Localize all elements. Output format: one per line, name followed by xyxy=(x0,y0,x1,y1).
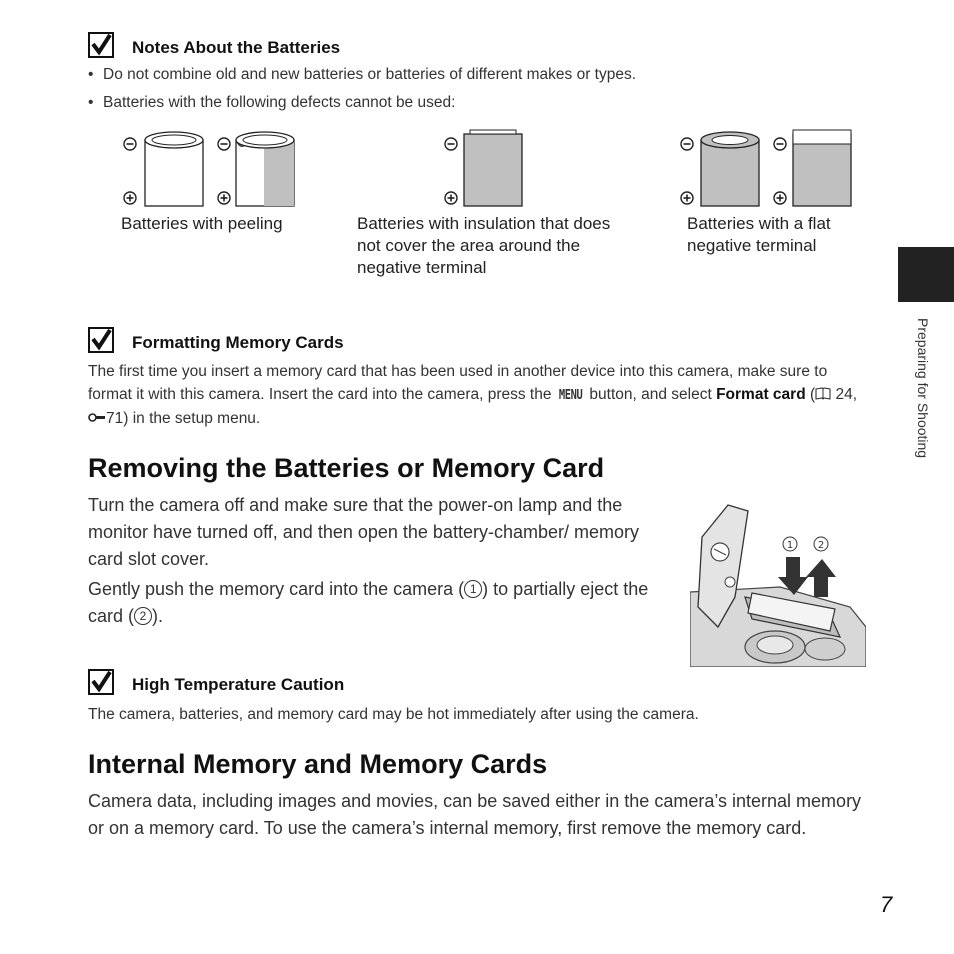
removing-heading: Removing the Batteries or Memory Card xyxy=(88,453,605,483)
note-formatting-title: Formatting Memory Cards xyxy=(132,333,344,352)
internal-memory-heading: Internal Memory and Memory Cards xyxy=(88,749,548,779)
caption-flat-negative: Batteries with a flat negative terminal xyxy=(687,214,831,255)
bullet-item: • Do not combine old and new batteries or batteries of different makes or types. xyxy=(88,66,637,83)
battery-flat-1 xyxy=(681,132,759,206)
appendix-reference-icon xyxy=(88,412,106,423)
battery-insulation xyxy=(445,130,522,206)
battery-peeling-2 xyxy=(218,132,294,206)
internal-memory-paragraph: Camera data, including images and movies, can be saved either in the camera’s internal memory or on a memory card. To use the camera’s internal memory, first remove the memory card. xyxy=(88,791,862,838)
section-tab xyxy=(898,247,954,302)
battery-defects-illustration xyxy=(118,126,878,210)
menu-button-label: MENU xyxy=(558,388,583,403)
battery-peeling-1 xyxy=(124,132,203,206)
removing-paragraph-1: Turn the camera off and make sure that the power-on lamp and the monitor have turned off, and then open the battery-chamber/ memory card slot cover. xyxy=(88,495,639,569)
temperature-paragraph: The camera, batteries, and memory card may be hot immediately after using the camera. xyxy=(88,706,699,723)
caption-insulation: Batteries with insulation that does not cover the area around the negative terminal xyxy=(357,214,611,277)
check-note-icon xyxy=(88,327,114,353)
note-temperature-title: High Temperature Caution xyxy=(132,675,345,694)
page-number: 7 xyxy=(880,892,893,917)
bullet-item: • Batteries with the following defects cannot be used: xyxy=(88,94,456,111)
camera-slot-illustration xyxy=(690,497,866,667)
battery-flat-2 xyxy=(774,130,851,206)
step-1-marker: 1 xyxy=(464,580,482,598)
step-2-marker: 2 xyxy=(134,607,152,625)
formatting-paragraph: The first time you insert a memory card that has been used in another device into this camera, make sure to format it with this camera. Insert the card into the camera, press the MENU button, and select Format card ( 24, 71) in the setup menu. xyxy=(88,363,858,427)
book-reference-icon xyxy=(815,387,831,400)
illustration-step-1: 1 xyxy=(786,540,794,551)
check-note-icon xyxy=(88,669,114,695)
camera-illustration xyxy=(690,497,866,667)
caption-peeling: Batteries with peeling xyxy=(121,214,283,233)
section-label: Preparing for Shooting xyxy=(915,318,931,459)
check-note-icon xyxy=(88,32,114,58)
illustration-step-2: 2 xyxy=(817,540,825,551)
removing-paragraph-2: Gently push the memory card into the camera ( 1 ) to partially eject the card ( 2 ). xyxy=(88,579,649,626)
note-batteries-title: Notes About the Batteries xyxy=(132,38,341,57)
format-card-label: Format card xyxy=(716,386,806,403)
